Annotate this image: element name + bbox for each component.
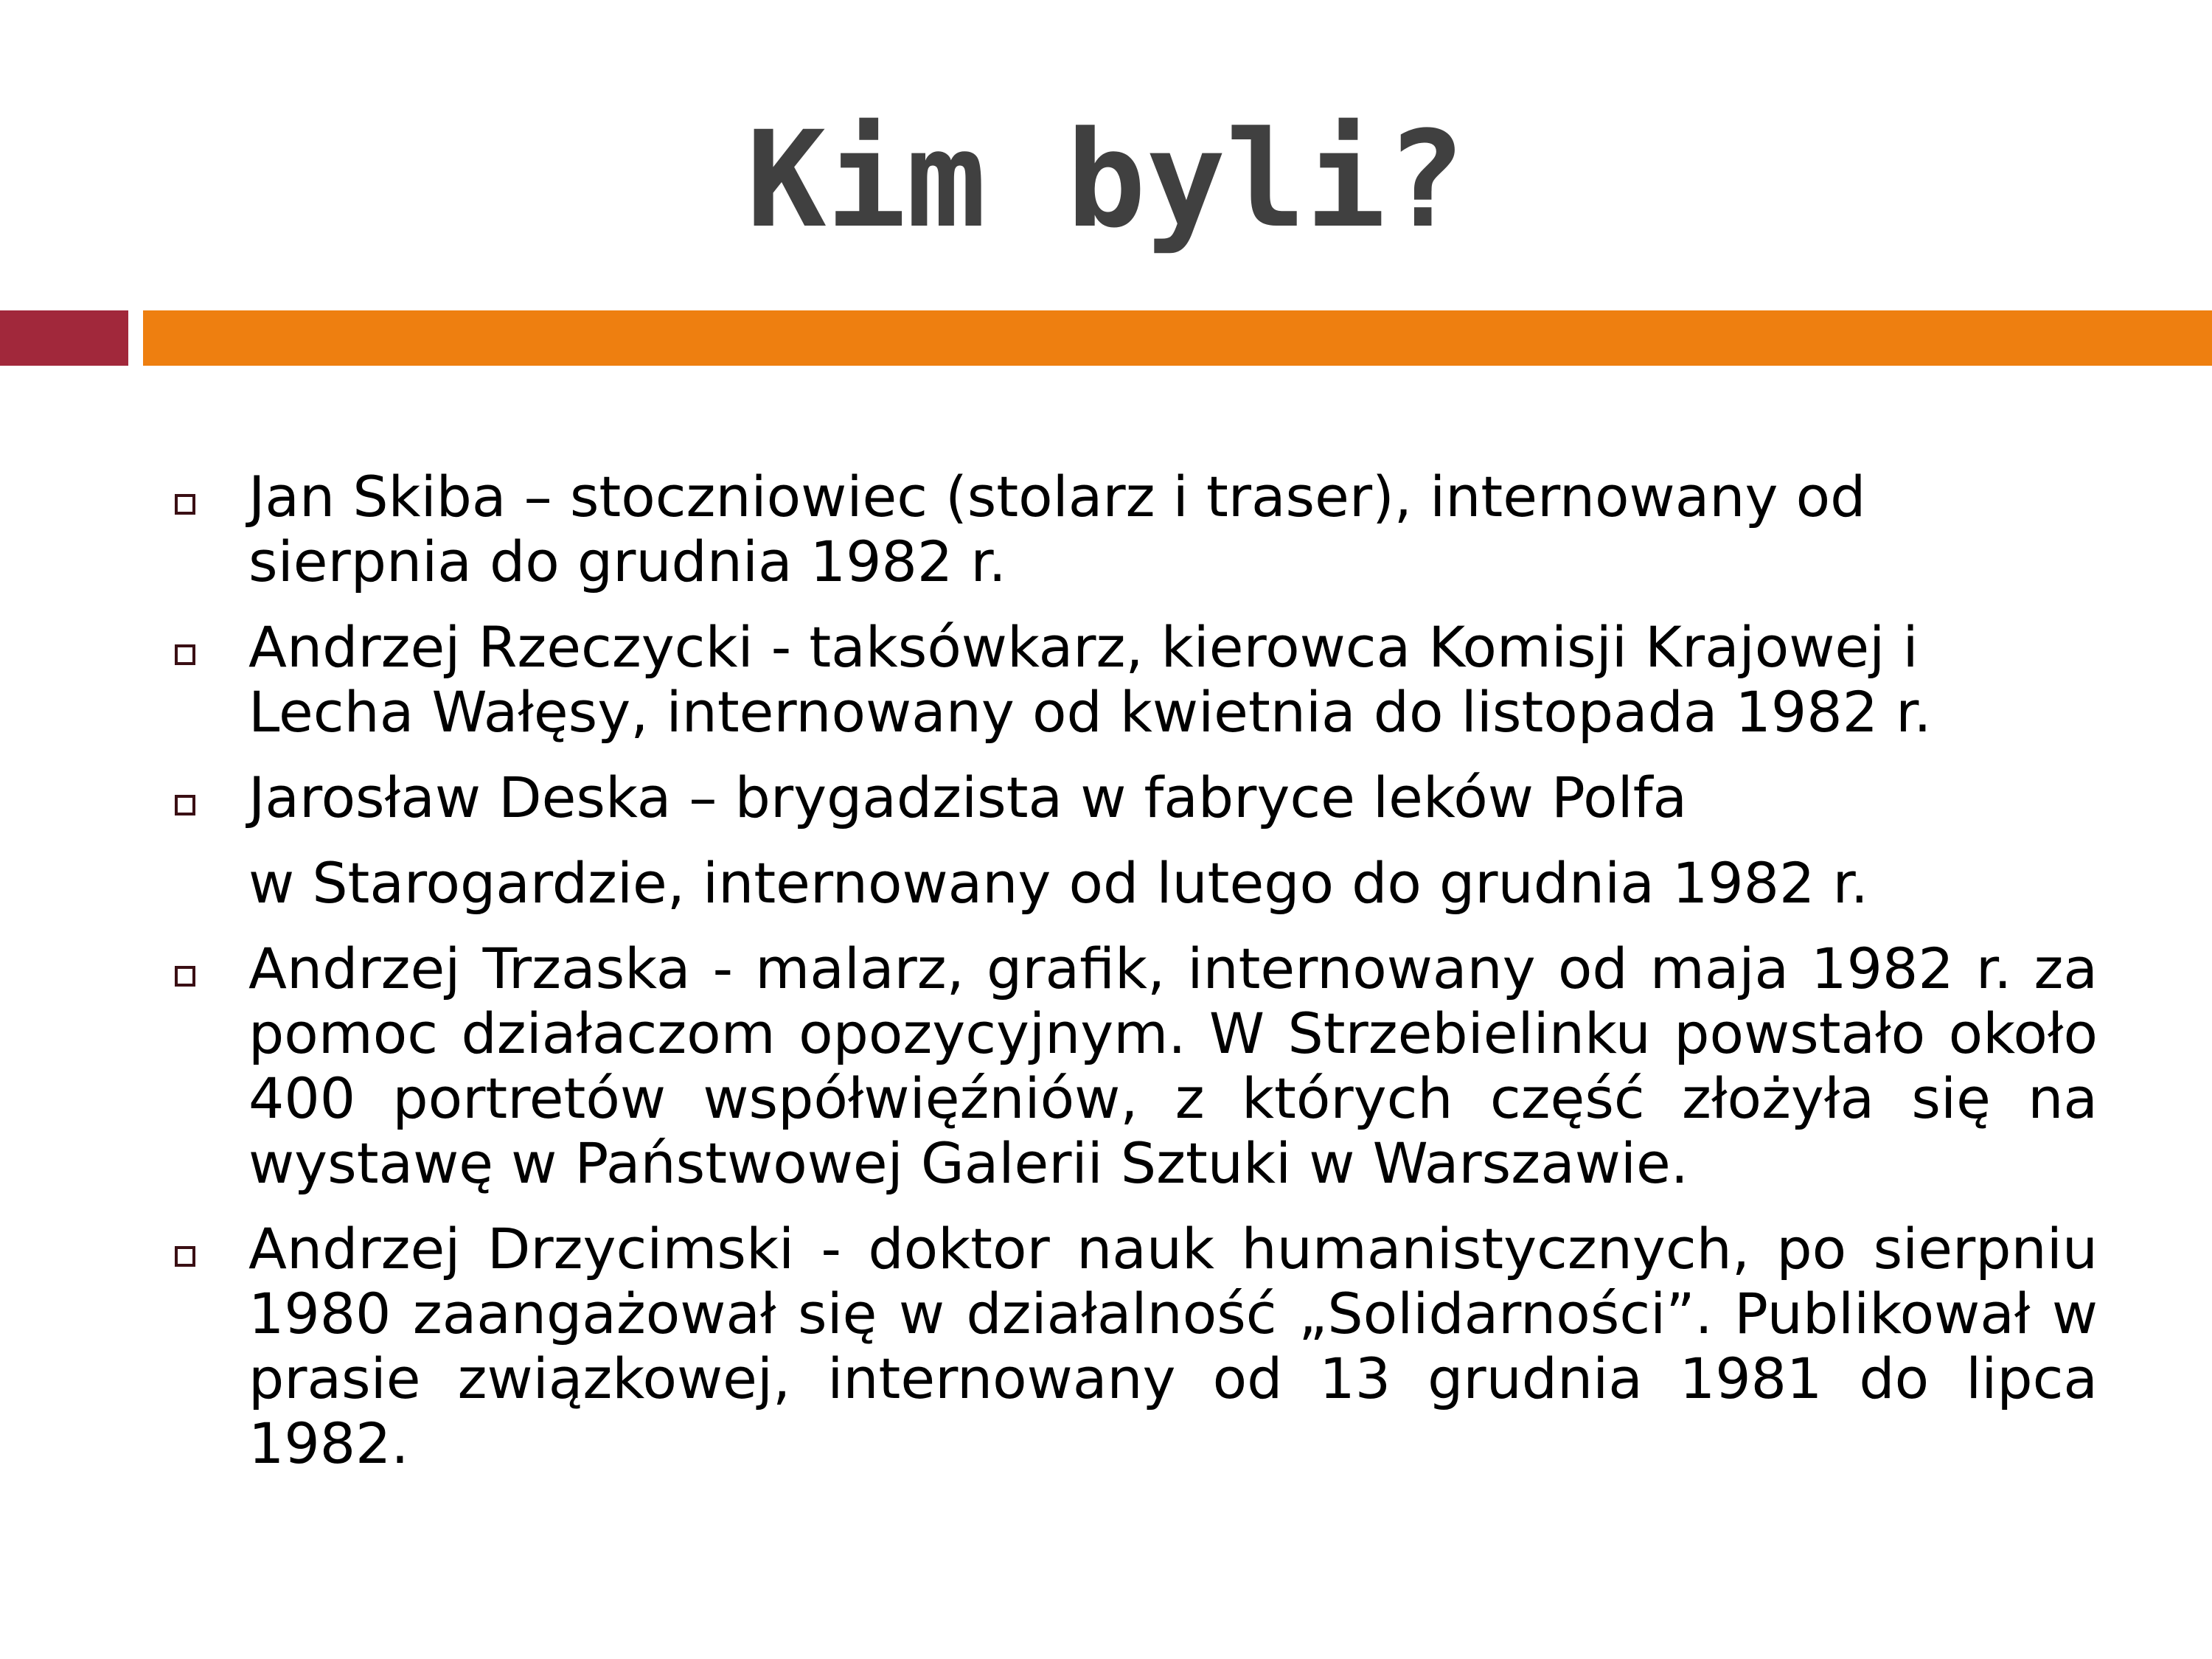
- hollow-square-icon: [175, 644, 195, 665]
- accent-bar-red: [0, 310, 128, 366]
- bullet-text: Andrzej Drzycimski - doktor nauk humanistycznych, po sierpniu 1980 zaangażował się w działalność „Solidarności”. Publikował w prasie związkowej, internowany od 13 grudnia 1981 do lipca 1982.: [248, 1216, 2098, 1476]
- bullet-text: Andrzej Trzaska - malarz, grafik, internowany od maja 1982 r. za pomoc działaczom opozycyjnym. W Strzebielinku powstało około 400 portretów współwięźniów, z których część złożyła się na wystawę w Państwowej Galerii Sztuki w Warszawie.: [248, 936, 2098, 1196]
- bullet-item-jaroslaw-deska: [248, 765, 2098, 916]
- bullet-item-andrzej-rzeczycki: [248, 615, 2098, 745]
- bullet-text: Andrzej Rzeczycki - taksówkarz, kierowca Komisji Krajowej i Lecha Wałęsy, internowany od kwietnia do listopada 1982 r.: [248, 614, 1932, 745]
- bullet-text: Jarosław Deska – brygadzista w fabryce leków Polfa: [248, 765, 1688, 830]
- bullet-text: Jan Skiba – stoczniowiec (stolarz i traser), internowany od sierpnia do grudnia 1982 r.: [248, 464, 1866, 594]
- bullet-continuation-text: w Starogardzie, internowany od lutego do grudnia 1982 r.: [248, 850, 1868, 916]
- accent-bar-orange: [143, 310, 2212, 366]
- slide-title: Kim byli?: [746, 103, 1466, 257]
- bullet-item-jan-skiba: [248, 465, 2098, 594]
- hollow-square-icon: [175, 966, 195, 987]
- hollow-square-icon: [175, 494, 195, 515]
- bullet-item-andrzej-trzaska: [248, 936, 2098, 1196]
- hollow-square-icon: [175, 795, 195, 815]
- bullet-item-andrzej-drzycimski: [248, 1217, 2098, 1476]
- hollow-square-icon: [175, 1246, 195, 1267]
- bullet-list: [248, 465, 2098, 1497]
